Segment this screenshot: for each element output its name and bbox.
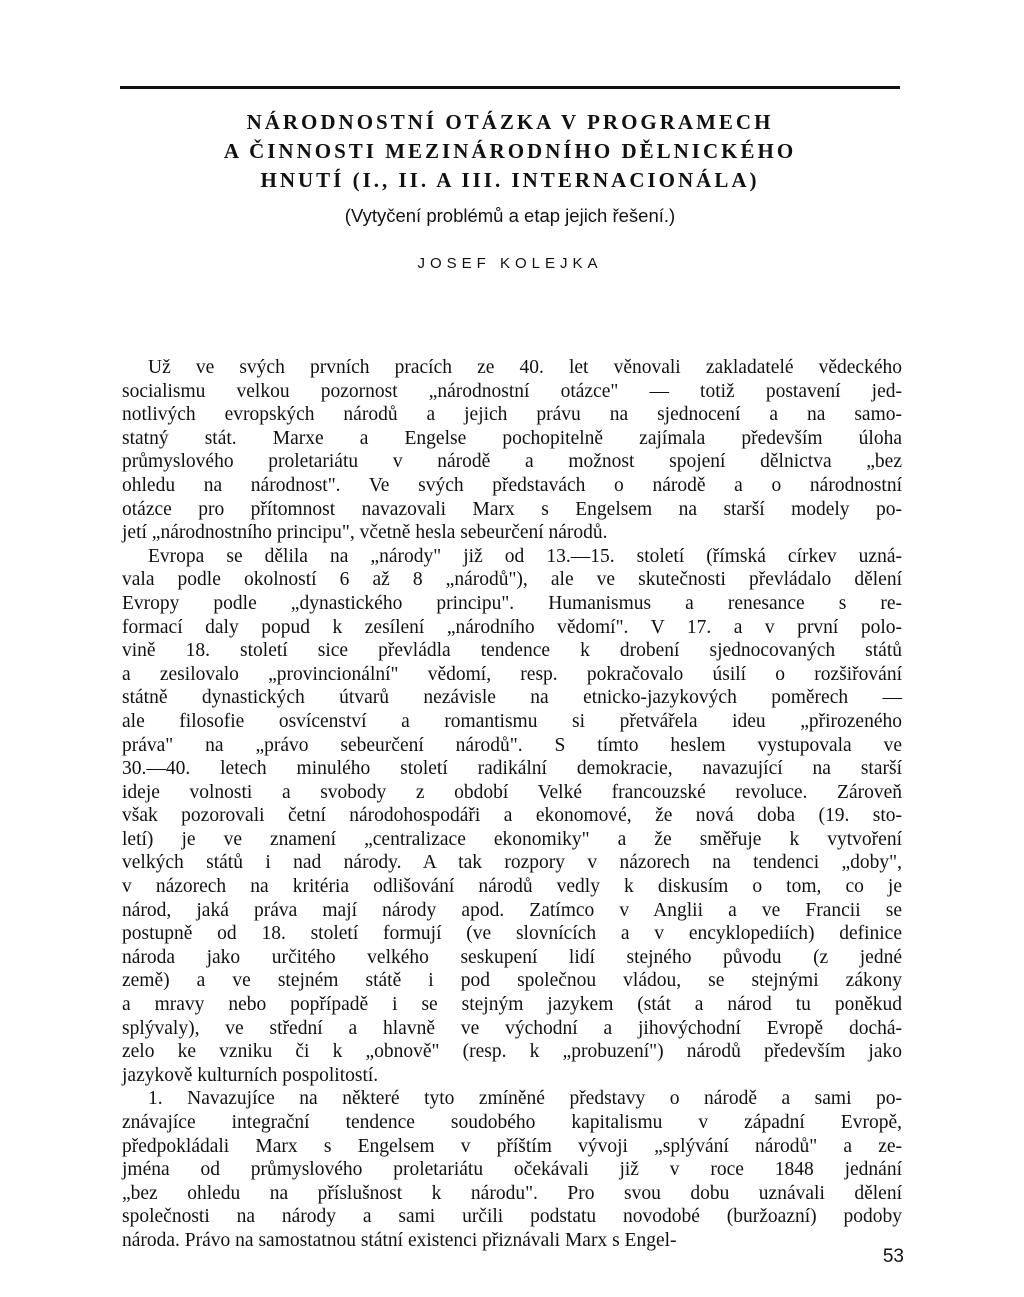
- body-text: [122, 356, 902, 1253]
- text-line: ideje volnosti a svobody z období Velké francouzské revoluce. Zároveň: [122, 781, 902, 803]
- title-line: A ČINNOSTI MEZINÁRODNÍHO DĚLNICKÉHO: [223, 139, 797, 163]
- text-line: velkých států i nad národy. A tak rozpory v názorech na tendenci „doby",: [122, 852, 902, 874]
- text-line: jména od průmyslového proletariátu očekávali již v roce 1848 jednání: [122, 1159, 902, 1181]
- text-line: vině 18. století sice převládla tendence k drobení sjednocovaných států: [122, 640, 902, 662]
- text-line: Evropa se dělila na „národy" již od 13.—15. století (římská církev uzná-: [148, 545, 902, 567]
- text-line: otázce pro přítomnost navazovali Marx s Engelsem na starší modely po-: [122, 498, 902, 520]
- text-line: práva" na „právo sebeurčení národů". S tímto heslem vystupovala ve: [122, 734, 902, 756]
- text-line: však pozorovali četní národohospodáři a ekonomové, že nová doba (19. sto-: [122, 805, 902, 827]
- text-line: zelo ke vzniku či k „obnově" (resp. k „probuzení") národů především jako: [122, 1041, 902, 1063]
- text-line: země) a ve stejném státě i pod společnou vládou, se stejnými zákony: [122, 970, 902, 992]
- author-name: JOSEF KOLEJKA: [417, 255, 603, 272]
- text-line: společnosti na národy a sami určili podstatu novodobé (buržoazní) podoby: [122, 1206, 902, 1228]
- text-line: Už ve svých prvních pracích ze 40. let věnovali zakladatelé vědeckého: [148, 357, 902, 378]
- text-line: letí) je ve znamení „centralizace ekonomiky" a že směřuje k vytvoření: [122, 828, 902, 850]
- text-line: národ, jaká práva mají národy apod. Zatímco v Anglii a ve Francii se: [122, 899, 902, 921]
- text-line: formací daly popud k zesílení „národního vědomí". V 17. a v první polo-: [122, 616, 902, 638]
- text-line: postupně od 18. století formují (ve slovnících a v encyklopediích) definice: [122, 923, 902, 945]
- title-line: HNUTÍ (I., II. A III. INTERNACIONÁLA): [260, 168, 760, 192]
- text-line: statný stát. Marxe a Engelse pochopitelně zajímala především úloha: [122, 427, 902, 449]
- text-line: „bez ohledu na příslušnost k národu". Pro svou dobu uznávali dělení: [122, 1182, 902, 1204]
- text-line: předpokládali Marx s Engelsem v příštím vývoji „splývání národů" a ze-: [122, 1135, 902, 1157]
- text-line: státně dynastických útvarů nezávisle na etnicko-jazykových poměrech —: [122, 687, 902, 709]
- text-line: a zesilovalo „provincionální" vědomí, resp. pokračovalo úsilí o rozšiřování: [122, 663, 902, 685]
- text-line: národa jako určitého velkého seskupení lidí stejného původu (z jedné: [122, 946, 902, 968]
- page-number: 53: [882, 1246, 904, 1267]
- article-title: [120, 108, 900, 195]
- text-line: ale filosofie osvícenství a romantismu si přetvářela ideu „přirozeného: [122, 710, 902, 732]
- text-line: Evropy podle „dynastického principu". Humanismus a renesance s re-: [122, 592, 902, 614]
- text-line: v názorech na kritéria odlišování národů vedly k diskusím o tom, co je: [122, 876, 902, 898]
- text-line: 1. Navazujíce na některé tyto zmíněné představy o národě a sami po-: [148, 1088, 902, 1110]
- text-line: socialismu velkou pozornost „národnostní otázce" — totiž postavení jed-: [122, 380, 902, 402]
- text-line: ohledu na národnost". Ve svých představách o národě a o národnostní: [122, 474, 902, 496]
- title-line: NÁRODNOSTNÍ OTÁZKA V PROGRAMECH: [246, 110, 774, 134]
- text-line: národa. Právo na samostatnou státní existenci přiznávali Marx s Engel-: [122, 1229, 677, 1251]
- text-line: 30.—40. letech minulého století radikální demokracie, navazující na starší: [122, 758, 902, 780]
- text-line: a mravy nebo popřípadě i se stejným jazykem (stát a národ tu poněkud: [122, 994, 902, 1016]
- text-line: jazykově kulturních pospolitostí.: [122, 1064, 379, 1086]
- text-line: průmyslového proletariátu v národě a možnost spojení dělnictva „bez: [122, 451, 902, 473]
- text-line: jetí „národnostního principu", včetně hesla sebeurčení národů.: [122, 522, 608, 544]
- text-line: notlivých evropských národů a jejich právu na sjednocení a na samo-: [122, 404, 902, 426]
- top-rule: [120, 86, 900, 89]
- article-subtitle: (Vytyčení problémů a etap jejich řešení.): [344, 205, 676, 226]
- text-line: splývaly), ve střední a hlavně ve východní a jihovýchodní Evropě dochá-: [122, 1017, 902, 1039]
- text-line: vala podle okolností 6 až 8 „národů"), ale ve skutečnosti převládalo dělení: [122, 569, 902, 591]
- text-line: znávajíce integrační tendence soudobého kapitalismu v západní Evropě,: [122, 1112, 902, 1133]
